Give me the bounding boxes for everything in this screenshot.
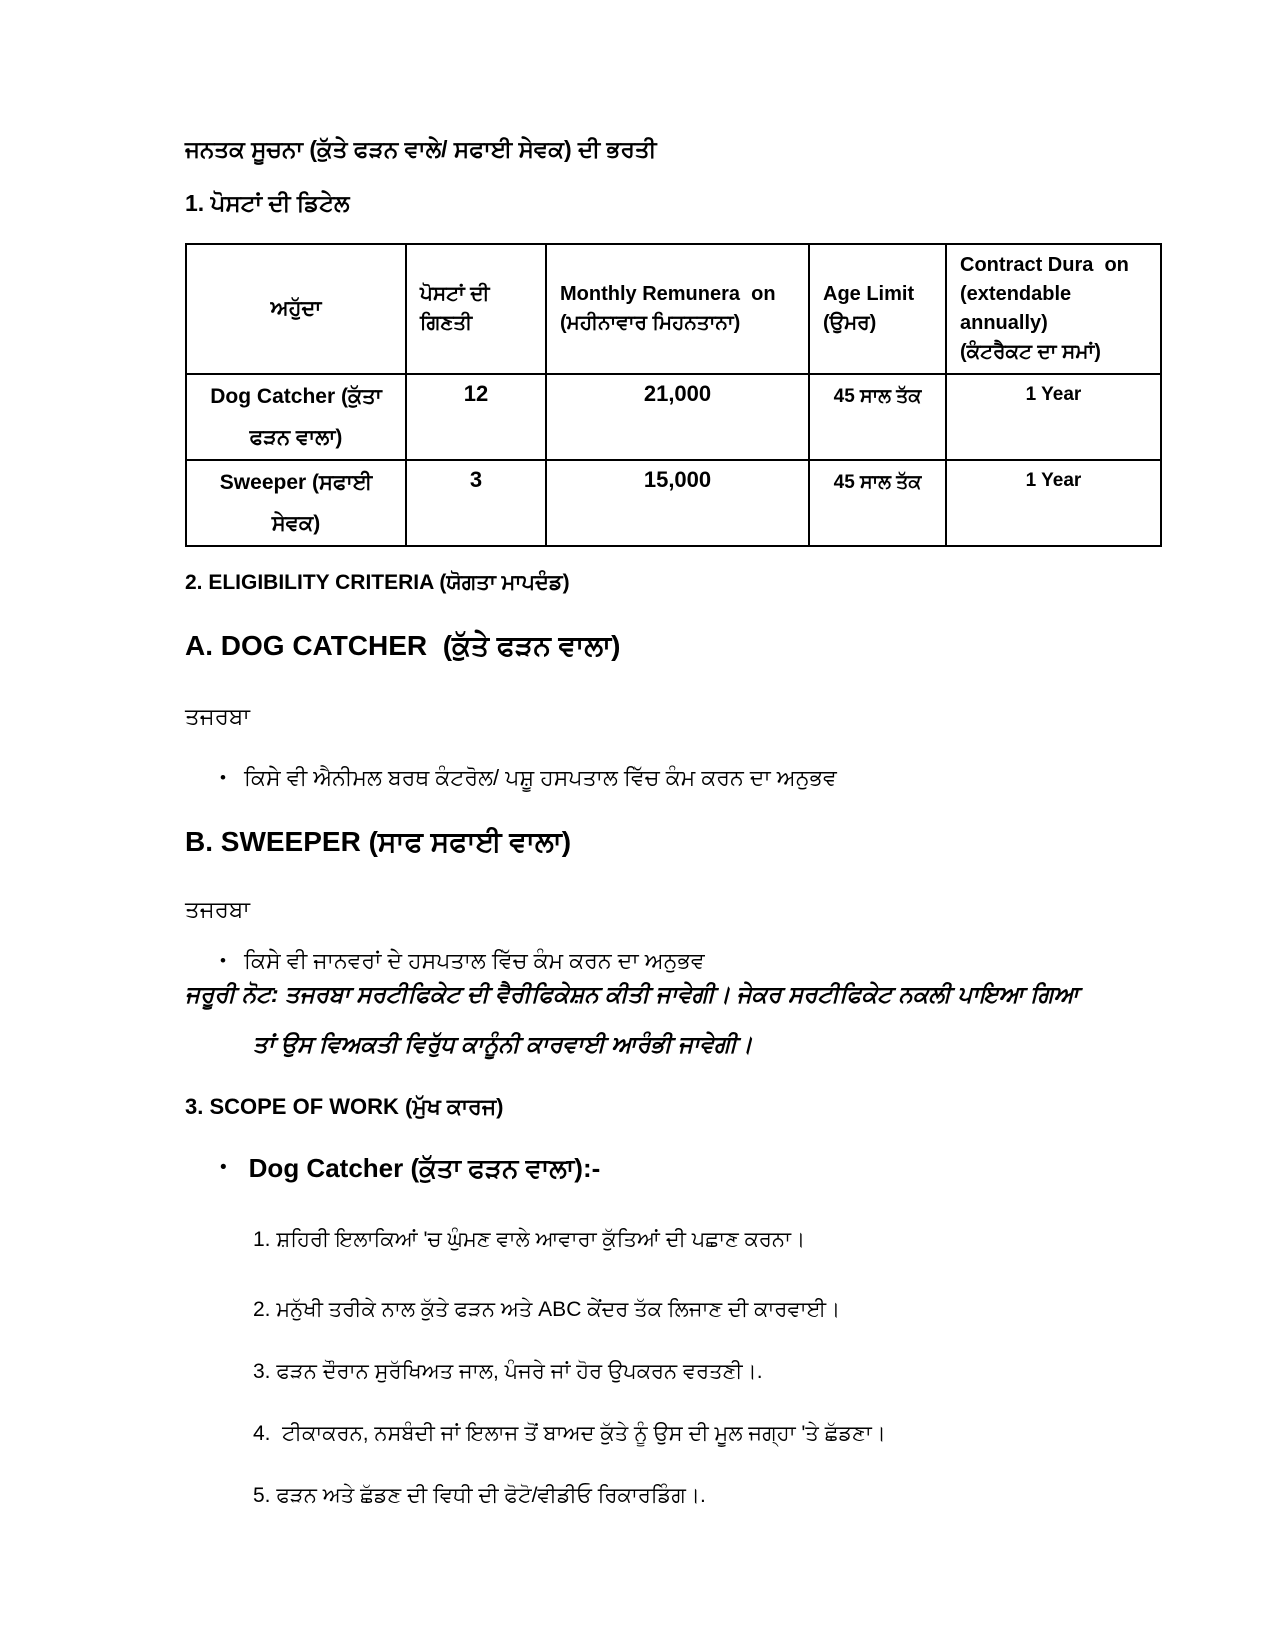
cell-remuneration: 15,000 xyxy=(546,460,809,546)
bullet-icon: • xyxy=(220,1157,227,1178)
col-header-contract-duration-pa: (ਕੰਟਰੈਕਟ ਦਾ ਸਮਾਂ) xyxy=(960,341,1101,363)
section-1-heading: 1. ਪੋਸਟਾਂ ਦੀ ਡਿਟੇਲ xyxy=(185,190,350,216)
section-2-heading: 2. ELIGIBILITY CRITERIA (ਯੋਗਤਾ ਮਾਪਦੰਡ) xyxy=(185,571,570,594)
col-header-contract-duration xyxy=(946,244,1161,374)
list-item xyxy=(220,946,705,976)
col-header-age-limit-en: Age Limit xyxy=(823,283,915,305)
cell-age-limit: 45 ਸਾਲ ਤੱਕ xyxy=(809,374,946,460)
col-header-post xyxy=(186,244,406,374)
cell-age-limit: 45 ਸਾਲ ਤੱਕ xyxy=(809,460,946,546)
experience-label-a: ਤਜਰਬਾ xyxy=(185,703,250,729)
cell-remuneration: 21,000 xyxy=(546,374,809,460)
cell-post: Sweeper (ਸਫਾਈ ਸੇਵਕ) xyxy=(186,460,406,546)
experience-label-b: ਤਜਰਬਾ xyxy=(185,896,250,922)
subsection-a-heading: A. DOG CATCHER (ਕੁੱਤੇ ਫੜਨ ਵਾਲਾ) xyxy=(185,630,621,661)
col-header-age-limit-pa: (ਉਮਰ) xyxy=(823,312,877,334)
bullet-icon: • xyxy=(220,768,226,787)
role-bullet-text: Dog Catcher (ਕੁੱਤਾ ਫੜਨ ਵਾਲਾ):- xyxy=(248,1153,601,1183)
scope-item: 3. ਫੜਨ ਦੌਰਾਨ ਸੁਰੱਖਿਅਤ ਜਾਲ, ਪੰਜਰੇ ਜਾਂ ਹੋਰ ਉਪਕਰਨ ਵਰਤਣੀ।. xyxy=(253,1360,763,1383)
col-header-post-label: ਅਹੁੱਦਾ xyxy=(270,296,322,320)
col-header-count-line2: ਗਿਣਤੀ xyxy=(420,312,473,334)
page-title: ਜਨਤਕ ਸੂਚਨਾ (ਕੁੱਤੇ ਫੜਨ ਵਾਲੇ/ ਸਫਾਈ ਸੇਵਕ) ਦੀ ਭਰਤੀ xyxy=(185,136,657,162)
cell-duration: 1 Year xyxy=(946,460,1161,546)
role-bullet-item xyxy=(220,1150,600,1186)
list-item xyxy=(220,763,837,793)
scope-item: 5. ਫੜਨ ਅਤੇ ਛੱਡਣ ਦੀ ਵਿਧੀ ਦੀ ਫੋਟੋ/ਵੀਡੀਓ ਰਿਕਾਰਡਿੰਗ।. xyxy=(253,1484,706,1507)
important-note-line1: ਜਰੂਰੀ ਨੋਟ: ਤਜਰਬਾ ਸਰਟੀਫਿਕੇਟ ਦੀ ਵੈਰੀਫਿਕੇਸ਼ਨ ਕੀਤੀ ਜਾਵੇਗੀ। ਜੇਕਰ ਸਰਟੀਫਿਕੇਟ ਨਕਲੀ ਪਾਇਆ ਗਿਆ xyxy=(185,981,1079,1007)
table-header-row xyxy=(186,244,1161,374)
col-header-count-line1: ਪੋਸਟਾਂ ਦੀ xyxy=(420,283,490,305)
col-header-remuneration-pa: (ਮਹੀਨਾਵਾਰ ਮਿਹਨਤਾਨਾ) xyxy=(560,312,741,334)
cell-duration: 1 Year xyxy=(946,374,1161,460)
section-3-heading: 3. SCOPE OF WORK (ਮੁੱਖ ਕਾਰਜ) xyxy=(185,1094,504,1119)
list-item-text: ਕਿਸੇ ਵੀ ਐਨੀਮਲ ਬਰਥ ਕੰਟਰੋਲ/ ਪਸ਼ੂ ਹਸਪਤਾਲ ਵਿੱਚ ਕੰਮ ਕਰਨ ਦਾ ਅਨੁਭਵ xyxy=(243,765,837,790)
cell-count: 3 xyxy=(406,460,546,546)
col-header-contract-duration-en2: (extendable annually) xyxy=(960,283,1077,334)
cell-post: Dog Catcher (ਕੁੱਤਾ ਫੜਨ ਵਾਲਾ) xyxy=(186,374,406,460)
cell-count: 12 xyxy=(406,374,546,460)
scope-item: 4. ਟੀਕਾਕਰਨ, ਨਸਬੰਦੀ ਜਾਂ ਇਲਾਜ ਤੋਂ ਬਾਅਦ ਕੁੱਤੇ ਨੂੰ ਉਸ ਦੀ ਮੂਲ ਜਗ੍ਹਾ 'ਤੇ ਛੱਡਣਾ। xyxy=(253,1422,886,1445)
col-header-count xyxy=(406,244,546,374)
scope-item: 2. ਮਨੁੱਖੀ ਤਰੀਕੇ ਨਾਲ ਕੁੱਤੇ ਫੜਨ ਅਤੇ ABC ਕੇਂਦਰ ਤੱਕ ਲਿਜਾਣ ਦੀ ਕਾਰਵਾਈ। xyxy=(253,1298,841,1321)
posts-table xyxy=(185,243,1162,547)
important-note-line2: ਤਾਂ ਉਸ ਵਿਅਕਤੀ ਵਿਰੁੱਧ ਕਾਨੂੰਨੀ ਕਾਰਵਾਈ ਆਰੰਭੀ ਜਾਵੇਗੀ। xyxy=(253,1031,753,1057)
col-header-contract-duration-en1: Contract Dura on xyxy=(960,254,1129,276)
bullet-icon: • xyxy=(220,951,226,970)
scope-item: 1. ਸ਼ਹਿਰੀ ਇਲਾਕਿਆਂ 'ਚ ਘੁੰਮਣ ਵਾਲੇ ਆਵਾਰਾ ਕੁੱਤਿਆਂ ਦੀ ਪਛਾਣ ਕਰਨਾ। xyxy=(253,1228,806,1251)
table-row xyxy=(186,460,1161,546)
table-row xyxy=(186,374,1161,460)
subsection-b-heading: B. SWEEPER (ਸਾਫ ਸਫਾਈ ਵਾਲਾ) xyxy=(185,826,572,857)
col-header-age-limit xyxy=(809,244,946,374)
col-header-remuneration-en: Monthly Remunera on xyxy=(560,283,776,305)
list-item-text: ਕਿਸੇ ਵੀ ਜਾਨਵਰਾਂ ਦੇ ਹਸਪਤਾਲ ਵਿੱਚ ਕੰਮ ਕਰਨ ਦਾ ਅਨੁਭਵ xyxy=(243,948,705,973)
col-header-remuneration xyxy=(546,244,809,374)
